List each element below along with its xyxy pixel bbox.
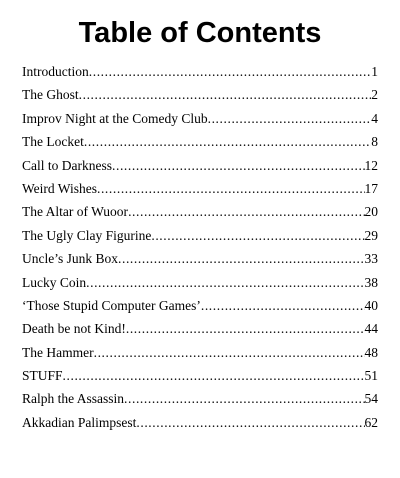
toc-entry (22, 341, 378, 364)
toc-entry (22, 130, 378, 153)
dot-leader (208, 107, 372, 130)
toc-entry-title: The Hammer (22, 344, 94, 360)
dot-leader (86, 271, 364, 294)
toc-entry (22, 411, 378, 434)
toc-entry-page-number: 29 (364, 227, 378, 243)
toc-entry (22, 387, 378, 410)
toc-entry-title: STUFF (22, 368, 63, 384)
dot-leader (89, 60, 372, 83)
toc-entry-page-number: 62 (364, 414, 378, 430)
toc-entry-title: Akkadian Palimpsest (22, 414, 137, 430)
toc-entry (22, 364, 378, 387)
toc-entry-page-number: 33 (364, 251, 378, 267)
toc-entry-page-number: 8 (371, 134, 378, 150)
toc-entry-page-number: 51 (364, 368, 378, 384)
toc-entry-page-number: 17 (364, 180, 378, 196)
toc-entry-title: ‘Those Stupid Computer Games’ (22, 297, 201, 313)
dot-leader (112, 154, 365, 177)
toc-entry-page-number: 2 (371, 87, 378, 103)
toc-entry (22, 154, 378, 177)
dot-leader (124, 387, 364, 410)
toc-entry-page-number: 4 (371, 110, 378, 126)
toc-entry (22, 83, 378, 106)
toc-entry-title: Weird Wishes (22, 180, 97, 196)
dot-leader (151, 224, 364, 247)
toc-entry (22, 294, 378, 317)
toc-entry (22, 107, 378, 130)
toc-entry-title: Death be not Kind! (22, 321, 126, 337)
dot-leader (84, 130, 371, 153)
toc-entry (22, 271, 378, 294)
dot-leader (118, 247, 365, 270)
toc-entry-page-number: 54 (364, 391, 378, 407)
toc-entry-title: The Altar of Wuoor (22, 204, 129, 220)
toc-entry (22, 247, 378, 270)
toc-entry (22, 200, 378, 223)
dot-leader (201, 294, 365, 317)
toc-entry-page-number: 44 (364, 321, 378, 337)
toc-entry-page-number: 20 (364, 204, 378, 220)
toc-entry-page-number: 40 (364, 297, 378, 313)
toc-entry-page-number: 48 (364, 344, 378, 360)
toc-entry (22, 224, 378, 247)
page-title: Table of Contents (78, 17, 322, 49)
toc-entry-page-number: 12 (364, 157, 378, 173)
toc-entry-title: Uncle’s Junk Box (22, 251, 118, 267)
dot-leader (97, 177, 365, 200)
toc-entry-title: The Ghost (22, 87, 79, 103)
dot-leader (79, 83, 372, 106)
toc-entry (22, 317, 378, 340)
dot-leader (126, 317, 365, 340)
dot-leader (136, 411, 364, 434)
dot-leader (63, 364, 365, 387)
toc-entry-title: The Ugly Clay Figurine (22, 227, 152, 243)
toc-entry-title: Improv Night at the Comedy Club (22, 110, 208, 126)
toc-entry-title: Lucky Coin (22, 274, 87, 290)
dot-leader (128, 200, 364, 223)
toc-entry-title: The Locket (22, 134, 84, 150)
toc-entry-page-number: 38 (364, 274, 378, 290)
toc-entry-page-number: 1 (371, 64, 378, 79)
dot-leader (94, 341, 365, 364)
toc-entry-title: Introduction (22, 64, 89, 79)
toc-entry (22, 177, 378, 200)
toc-list (22, 60, 378, 434)
toc-entry-title: Ralph the Assassin (22, 391, 125, 407)
toc-entry-title: Call to Darkness (22, 157, 112, 173)
toc-entry (22, 60, 378, 83)
